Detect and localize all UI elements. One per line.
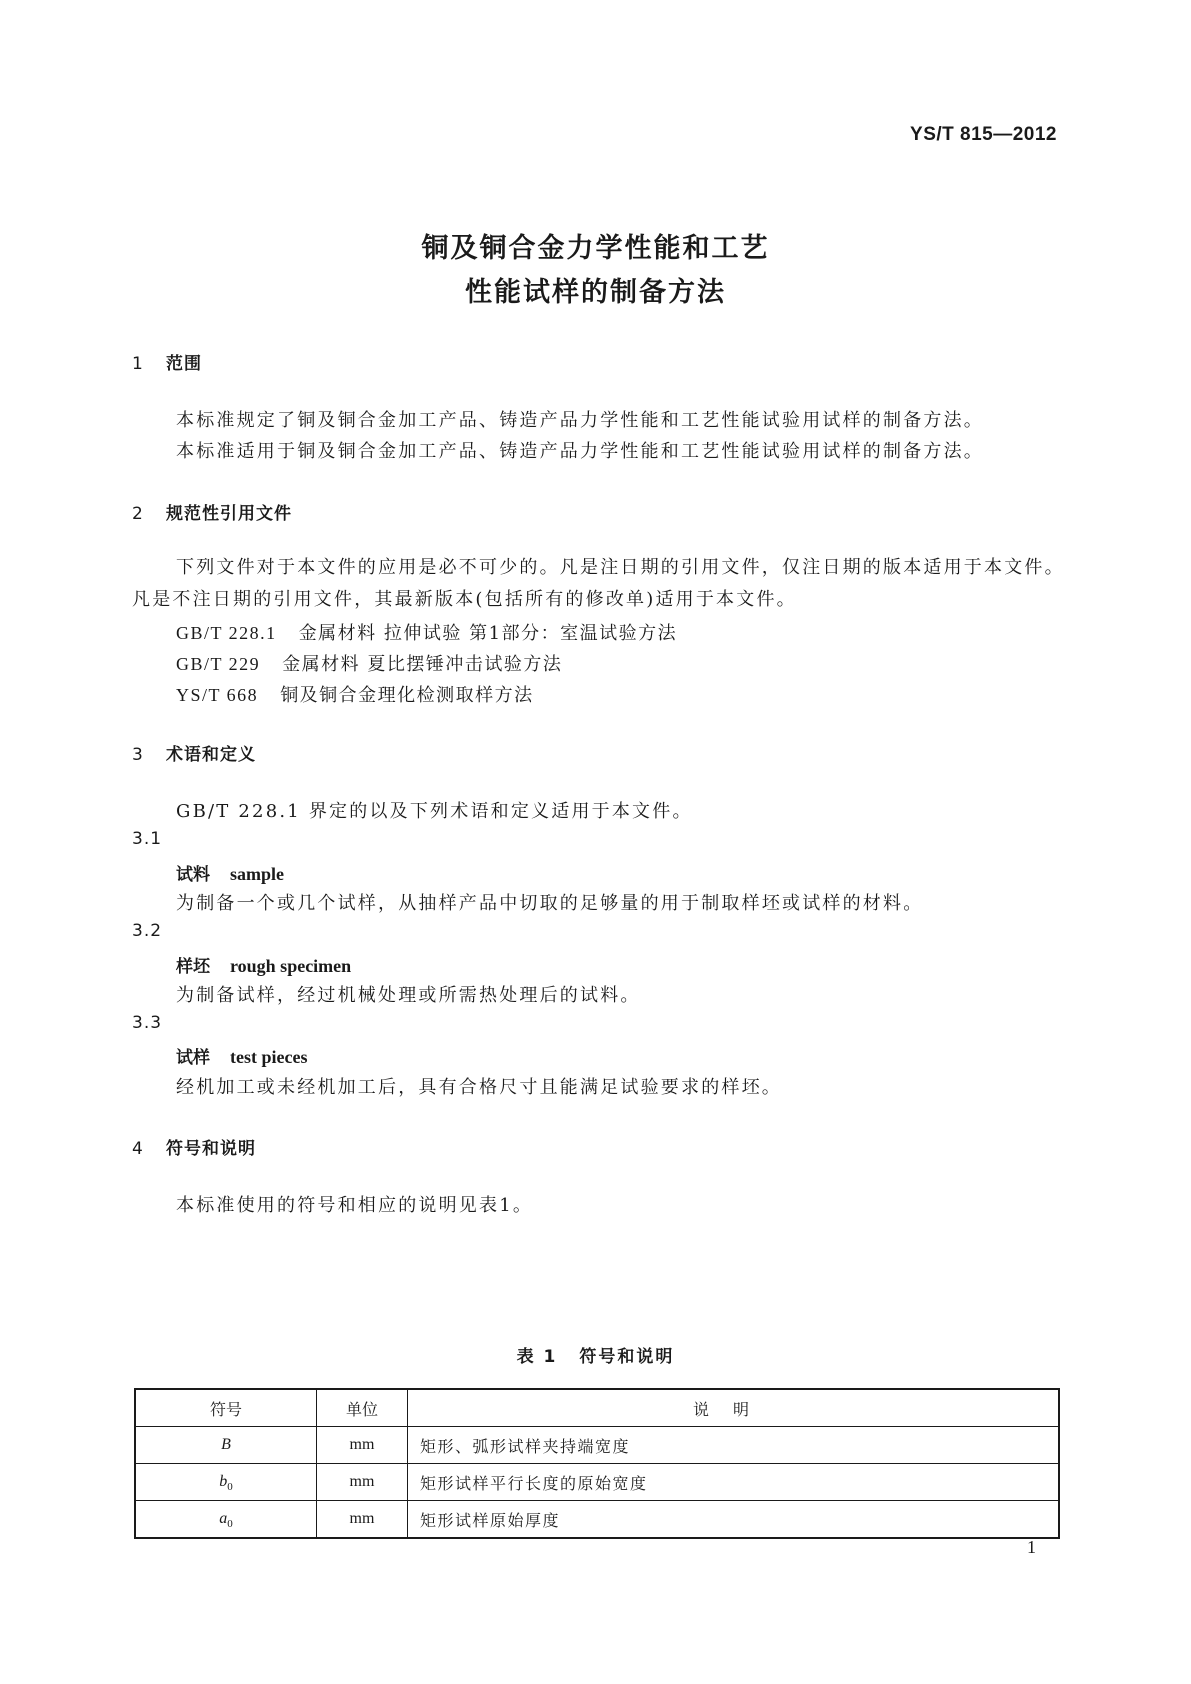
section-number: 3 xyxy=(132,745,144,765)
unit-cell: mm xyxy=(317,1501,408,1539)
symbol: B xyxy=(221,1435,231,1453)
reference-title: 金属材料 夏比摆锤冲击试验方法 xyxy=(282,654,563,675)
term-chinese: 试样 xyxy=(176,1048,210,1068)
section-number: 4 xyxy=(132,1139,144,1159)
symbol-subscript: 0 xyxy=(227,1481,233,1494)
description-cell: 矩形、弧形试样夹持端宽度 xyxy=(408,1427,1060,1464)
term-definition: 为制备一个或几个试样，从抽样产品中切取的足够量的用于制取样坯或试样的材料。 xyxy=(176,893,924,914)
table-header-row xyxy=(135,1389,1059,1427)
term-definition: 经机加工或未经机加工后，具有合格尺寸且能满足试验要求的样坯。 xyxy=(176,1077,782,1098)
symbol-cell xyxy=(135,1501,317,1539)
column-header-description: 说明 xyxy=(408,1389,1060,1427)
table-row xyxy=(135,1501,1059,1539)
reference-title: 铜及铜合金理化检测取样方法 xyxy=(280,685,534,706)
scope-paragraph-1: 本标准规定了铜及铜合金加工产品、铸造产品力学性能和工艺性能试验用试样的制备方法。 xyxy=(176,410,984,431)
reference-code: YS/T 668 xyxy=(176,685,259,705)
symbol: a xyxy=(219,1509,228,1527)
term-english: sample xyxy=(230,864,284,884)
term-entry xyxy=(176,1043,307,1068)
symbol-cell xyxy=(135,1427,317,1464)
term-english: rough specimen xyxy=(230,956,352,976)
term-definition: 为制备试样，经过机械处理或所需热处理后的试料。 xyxy=(176,985,641,1006)
table-row xyxy=(135,1427,1059,1464)
section-number: 1 xyxy=(132,354,144,374)
symbols-intro-paragraph: 本标准使用的符号和相应的说明见表1。 xyxy=(176,1195,534,1216)
reference-title: 金属材料 拉伸试验 第1部分：室温试验方法 xyxy=(298,623,678,644)
term-entry xyxy=(176,952,351,977)
symbol: b xyxy=(219,1472,228,1490)
references-intro-paragraph: 下列文件对于本文件的应用是必不可少的。凡是注日期的引用文件，仅注日期的版本适用于本文件。凡是不注日期的引用文件，其最新版本(包括所有的修改单)适用于本文件。 xyxy=(132,557,1065,610)
table-caption-title: 符号和说明 xyxy=(579,1347,675,1367)
page-number: 1 xyxy=(1027,1537,1036,1557)
section-title: 范围 xyxy=(166,354,202,374)
symbol-cell xyxy=(135,1464,317,1501)
unit-cell: mm xyxy=(317,1464,408,1501)
term-entry xyxy=(176,860,284,885)
description-cell: 矩形试样平行长度的原始宽度 xyxy=(408,1464,1060,1501)
section-title: 符号和说明 xyxy=(166,1139,256,1159)
table-caption xyxy=(0,1342,1191,1367)
column-header-symbol: 符号 xyxy=(135,1389,317,1427)
unit-cell: mm xyxy=(317,1427,408,1464)
symbol-subscript: 0 xyxy=(227,1518,233,1531)
clause-number: 3.2 xyxy=(132,921,163,941)
clause-number: 3.3 xyxy=(132,1013,163,1033)
section-title: 术语和定义 xyxy=(166,745,256,765)
description-cell: 矩形试样原始厚度 xyxy=(408,1501,1060,1539)
reference-item xyxy=(176,619,677,645)
section-heading-normative-references xyxy=(132,499,292,524)
symbols-table xyxy=(134,1388,1060,1539)
term-chinese: 试料 xyxy=(176,865,210,885)
section-heading-symbols xyxy=(132,1134,256,1159)
terms-intro-paragraph: GB/T 228.1 界定的以及下列术语和定义适用于本文件。 xyxy=(176,801,693,822)
reference-item xyxy=(176,650,562,676)
standard-number: YS/T 815—2012 xyxy=(910,124,1057,145)
term-english: test pieces xyxy=(230,1047,308,1067)
section-title: 规范性引用文件 xyxy=(166,504,292,524)
column-header-unit: 单位 xyxy=(317,1389,408,1427)
table-caption-label: 表 1 xyxy=(516,1347,558,1367)
reference-code: GB/T 229 xyxy=(176,654,261,674)
document-title-line2: 性能试样的制备方法 xyxy=(465,277,726,308)
reference-item xyxy=(176,681,534,707)
table-row xyxy=(135,1464,1059,1501)
section-number: 2 xyxy=(132,504,144,524)
document-title-line1: 铜及铜合金力学性能和工艺 xyxy=(421,233,770,264)
term-chinese: 样坯 xyxy=(176,957,210,977)
section-heading-scope xyxy=(132,349,202,374)
section-heading-terms-definitions xyxy=(132,740,256,765)
clause-number: 3.1 xyxy=(132,829,163,849)
scope-paragraph-2: 本标准适用于铜及铜合金加工产品、铸造产品力学性能和工艺性能试验用试样的制备方法。 xyxy=(176,441,984,462)
reference-code: GB/T 228.1 xyxy=(176,623,277,643)
